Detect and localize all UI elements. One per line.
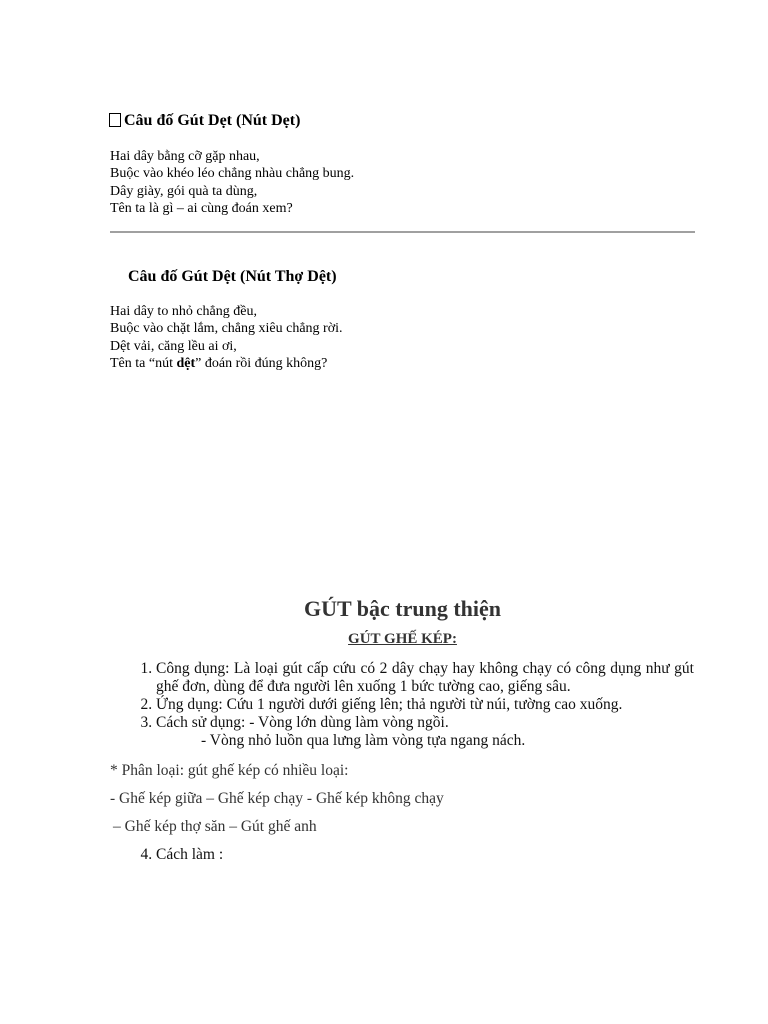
list-item — [156, 714, 694, 750]
riddle-1-title — [109, 111, 300, 131]
list-item: 4. Cách làm : — [156, 846, 694, 864]
missing-glyph-icon — [109, 113, 121, 127]
section-subtitle: GÚT GHẾ KÉP: — [348, 631, 457, 647]
riddle-2-verse — [110, 303, 343, 372]
riddle-1-verse — [110, 148, 354, 217]
horizontal-divider — [110, 231, 695, 233]
verse-line: Buộc vào khéo léo chẳng nhàu chẳng bung. — [110, 166, 355, 182]
verse-line: Tên ta là gì – ai cùng đoán xem? — [110, 200, 293, 216]
list-item: 2. Ứng dụng: Cứu 1 người dưới giếng lên; thả người từ núi, tường cao xuống. — [156, 696, 694, 714]
types-line: – Ghế kép thợ săn – Gút ghế anh — [113, 818, 317, 835]
usage-list — [110, 660, 694, 750]
section-title: GÚT bậc trung thiện — [303, 596, 501, 621]
verse-line: Dây giày, gói quà ta dùng, — [110, 183, 258, 199]
verse-line: Buộc vào chặt lắm, chẳng xiêu chẳng rời. — [110, 321, 343, 337]
types-line: - Ghế kép giữa – Ghế kép chạy - Ghế kép không chạy — [110, 790, 444, 807]
verse-text: Tên ta “nút — [110, 355, 177, 371]
riddle-1-title-text: Câu đố Gút Dẹt (Nút Dẹt) — [124, 112, 301, 129]
verse-text: ” đoán rồi đúng không? — [195, 355, 328, 371]
verse-line: Hai dây to nhỏ chẳng đều, — [110, 304, 257, 319]
verse-line: Hai dây bằng cỡ gặp nhau, — [110, 149, 260, 164]
verse-line: Dệt vải, căng lều ai ơi, — [110, 338, 237, 354]
classification-text: * Phân loại: gút ghế kép có nhiều loại: — [110, 762, 349, 779]
verse-bold-text: dệt — [176, 355, 196, 371]
usage-line-indented: - Vòng nhỏ luồn qua lưng làm vòng tựa ngang nách. — [201, 732, 526, 749]
verse-line-last — [110, 355, 343, 372]
list-item: 1. Công dụng: Là loại gút cấp cứu có 2 dây chạy hay không chạy có công dụng như gút ghế đơn, dùng để đưa người lên xuống 1 bức tường cao, giếng sâu. — [156, 660, 694, 696]
method-list — [110, 846, 694, 864]
usage-line: 3. Cách sử dụng: - Vòng lớn dùng làm vòng ngồi. — [156, 714, 449, 731]
riddle-2-title: Câu đố Gút Dệt (Nút Thợ Dệt) — [128, 268, 337, 285]
